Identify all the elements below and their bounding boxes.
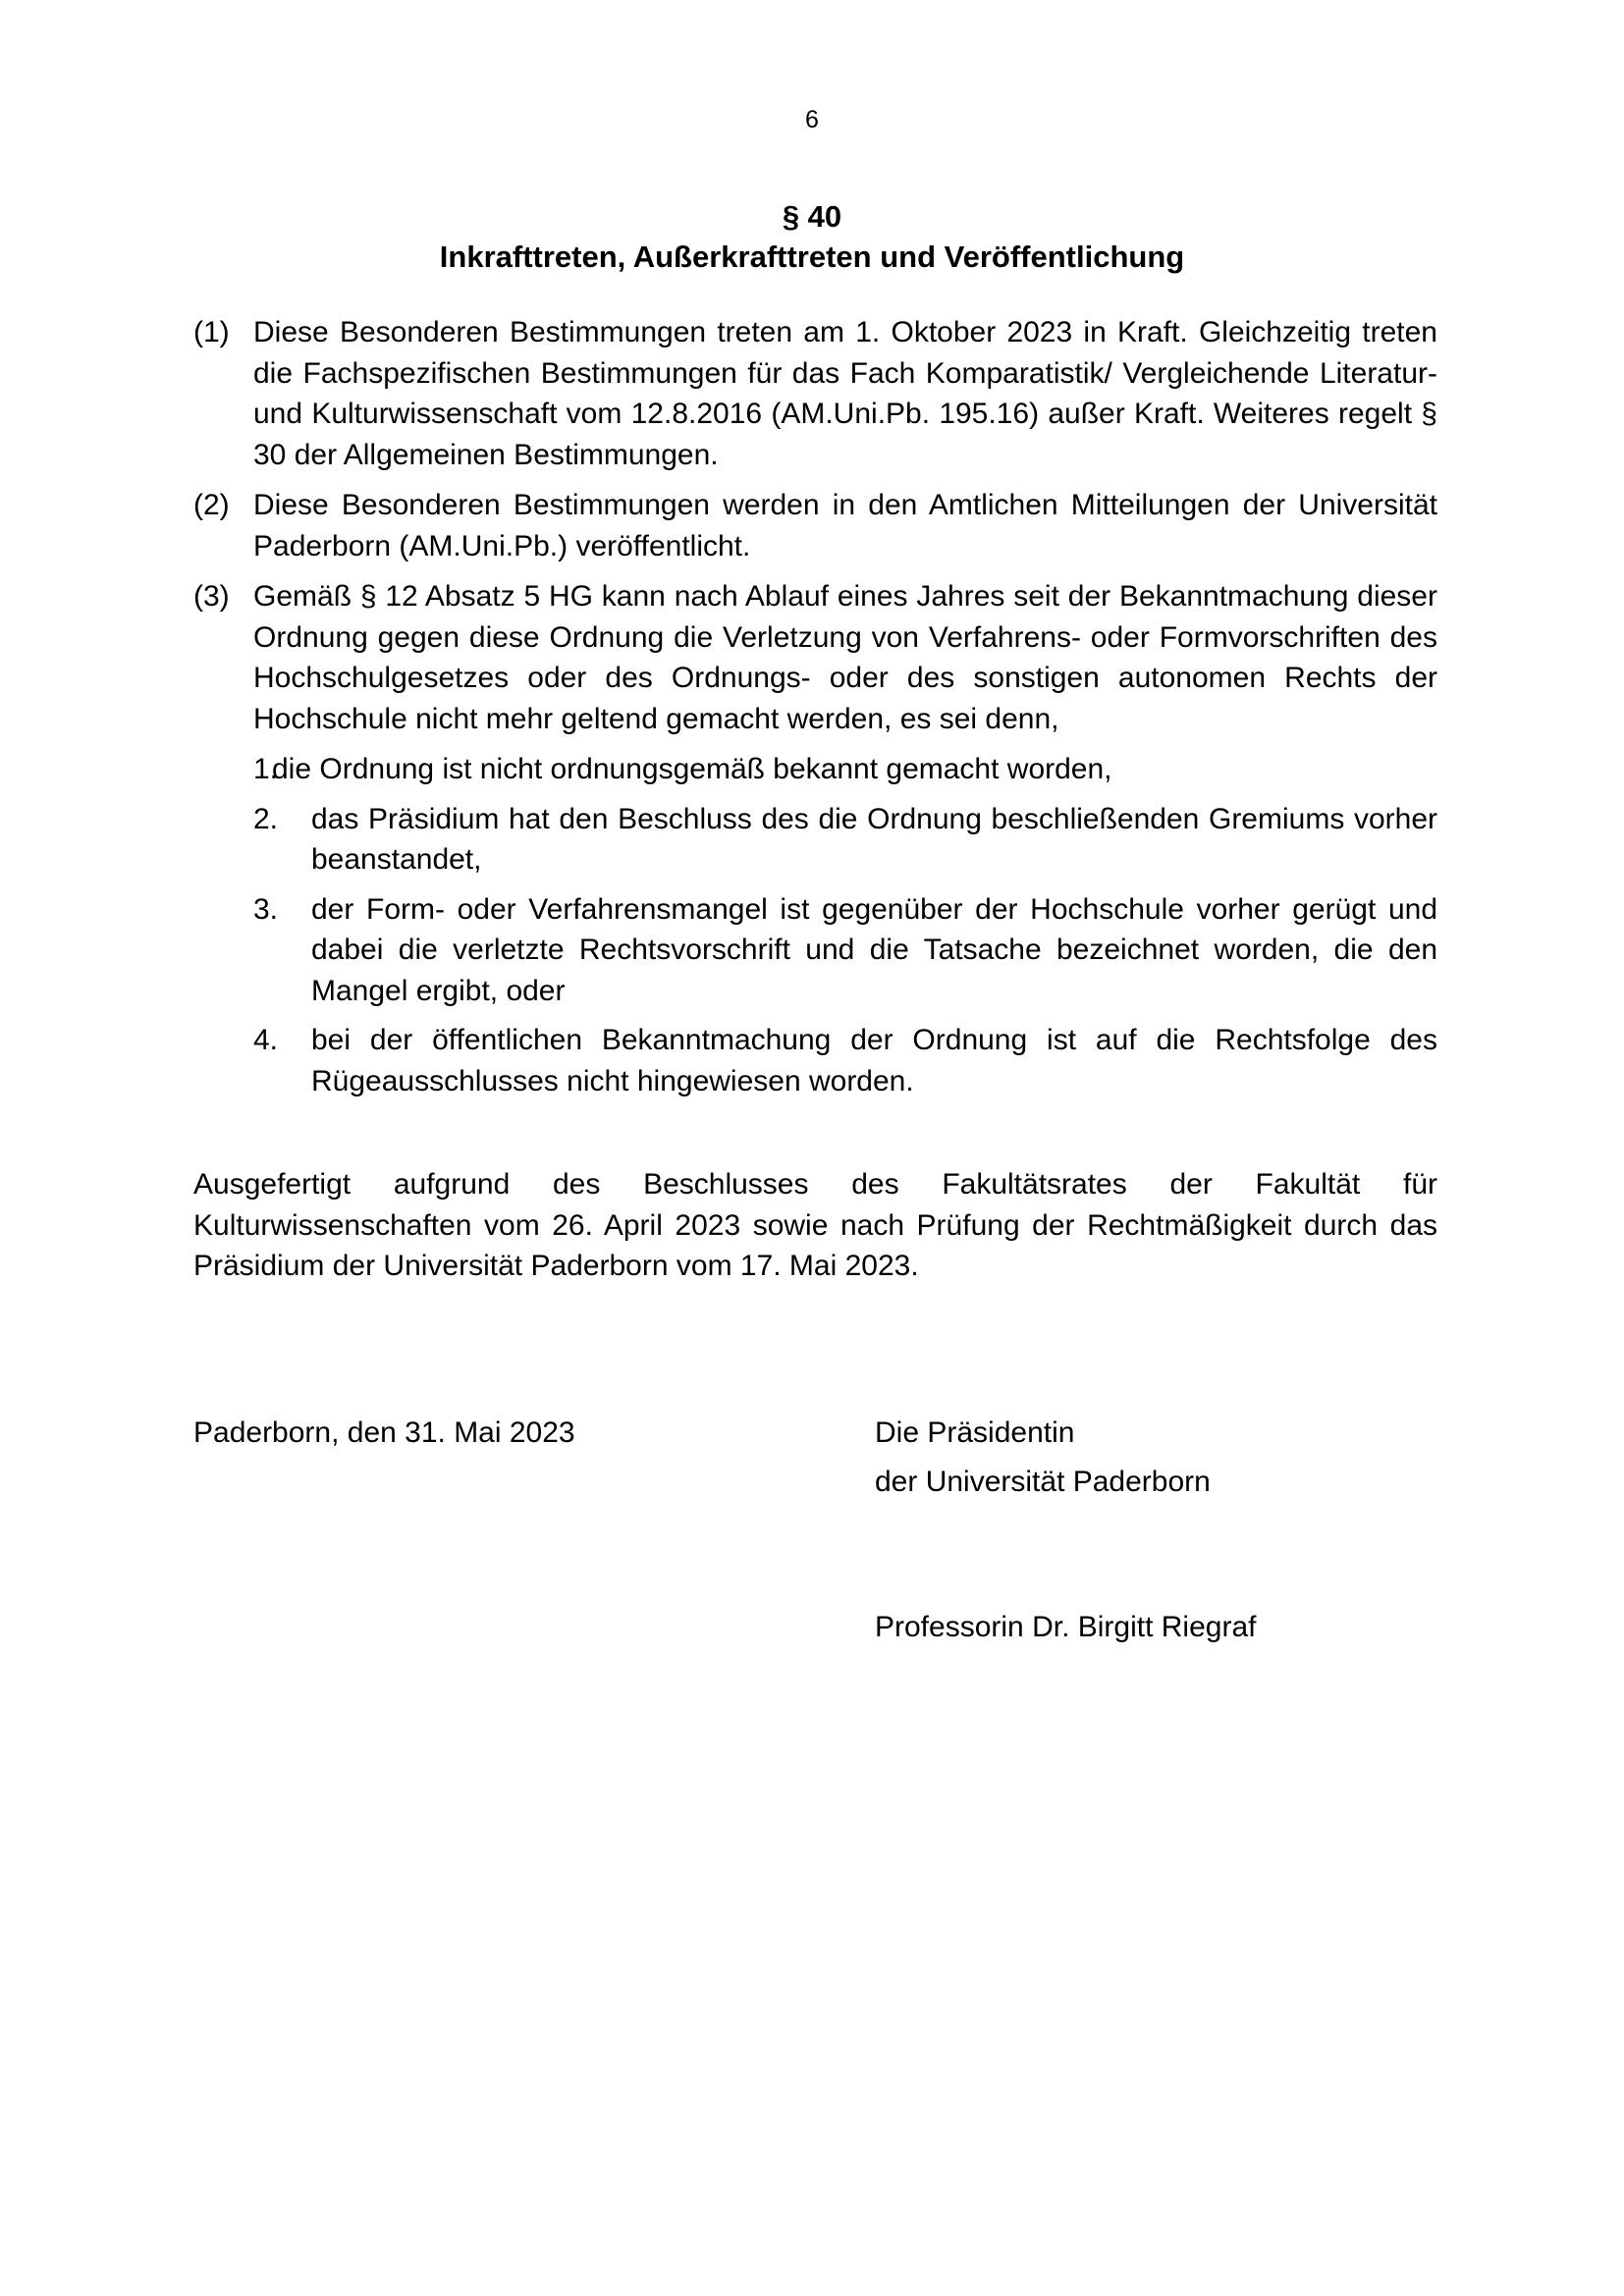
list-item: [193, 1020, 1437, 1101]
paragraph-text: Diese Besonderen Bestimmungen werden in den Amtlichen Mitteilungen der Universität Paderborn (AM.Uni.Pb.) veröffentlicht.: [253, 489, 1437, 562]
paragraph-3: [193, 576, 1437, 739]
exception-list: [193, 749, 1437, 1101]
list-item-text: bei der öffentlichen Bekanntmachung der Ordnung ist auf die Rechtsfolge des Rügeausschlusses nicht hingewiesen worden.: [311, 1024, 1437, 1097]
signatory-name: Professorin Dr. Birgitt Riegraf: [875, 1611, 1257, 1643]
list-item-text: das Präsidium hat den Beschluss des die Ordnung beschließenden Gremiums vorher beanstandet,: [311, 802, 1437, 876]
list-item-number: 1.: [253, 753, 279, 785]
signatory-role-line-2: der Universität Paderborn: [875, 1466, 1211, 1498]
paragraph-number: (2): [193, 489, 230, 521]
paragraph-text: Gemäß § 12 Absatz 5 HG kann nach Ablauf eines Jahres seit der Bekanntmachung dieser Ordnung gegen diese Ordnung die Verletzung von Verfahrens- oder Formvorschriften des Hochschulgesetzes oder des Ordnungs- oder des sonstigen autonomen Rechts der Hochschule nicht mehr geltend gemacht werden, es sei denn,: [253, 580, 1437, 735]
closing-statement: Ausgefertigt aufgrund des Beschlusses des Fakultätsrates der Fakultät für Kulturwissenschaften vom 26. April 2023 sowie nach Prüfung der Rechtmäßigkeit durch das Präsidium der Universität Paderborn vom 17. Mai 2023.: [193, 1168, 1437, 1282]
signatory-role-line-1: Die Präsidentin: [875, 1416, 1075, 1449]
page-number: 6: [805, 106, 819, 133]
paragraph-number: (3): [193, 580, 230, 613]
section-title: Inkrafttreten, Außerkrafttreten und Veröffentlichung: [439, 240, 1185, 274]
list-item-text: der Form- oder Verfahrensmangel ist gegenüber der Hochschule vorher gerügt und dabei die verletzte Rechtsvorschrift und die Tatsache bezeichnet worden, die den Mangel ergibt, oder: [311, 892, 1437, 1007]
paragraph-1: [193, 312, 1437, 475]
paragraph-number: (1): [193, 316, 230, 348]
signatory-role: [875, 1409, 1211, 1507]
list-item: [193, 799, 1437, 881]
paragraph-2: [193, 485, 1437, 566]
section-number: § 40: [782, 199, 842, 234]
paragraph-text: Diese Besonderen Bestimmungen treten am 1. Oktober 2023 in Kraft. Gleichzeitig treten die Fachspezifischen Bestimmungen für das Fach Komparatistik/ Vergleichende Literatur- und Kulturwissenschaft vom 12.8.2016 (AM.Uni.Pb. 195.16) außer Kraft. Weiteres regelt § 30 der Allgemeinen Bestimmungen.: [253, 316, 1437, 471]
list-item: [193, 889, 1437, 1012]
list-item-number: 2.: [253, 802, 279, 835]
list-item-number: 3.: [253, 892, 279, 926]
place-and-date: Paderborn, den 31. Mai 2023: [193, 1416, 575, 1449]
list-item-number: 4.: [253, 1024, 279, 1056]
section-body: [193, 312, 1437, 1110]
list-item: [193, 749, 1437, 790]
list-item-text: die Ordnung ist nicht ordnungsgemäß bekannt gemacht worden,: [272, 753, 1112, 785]
